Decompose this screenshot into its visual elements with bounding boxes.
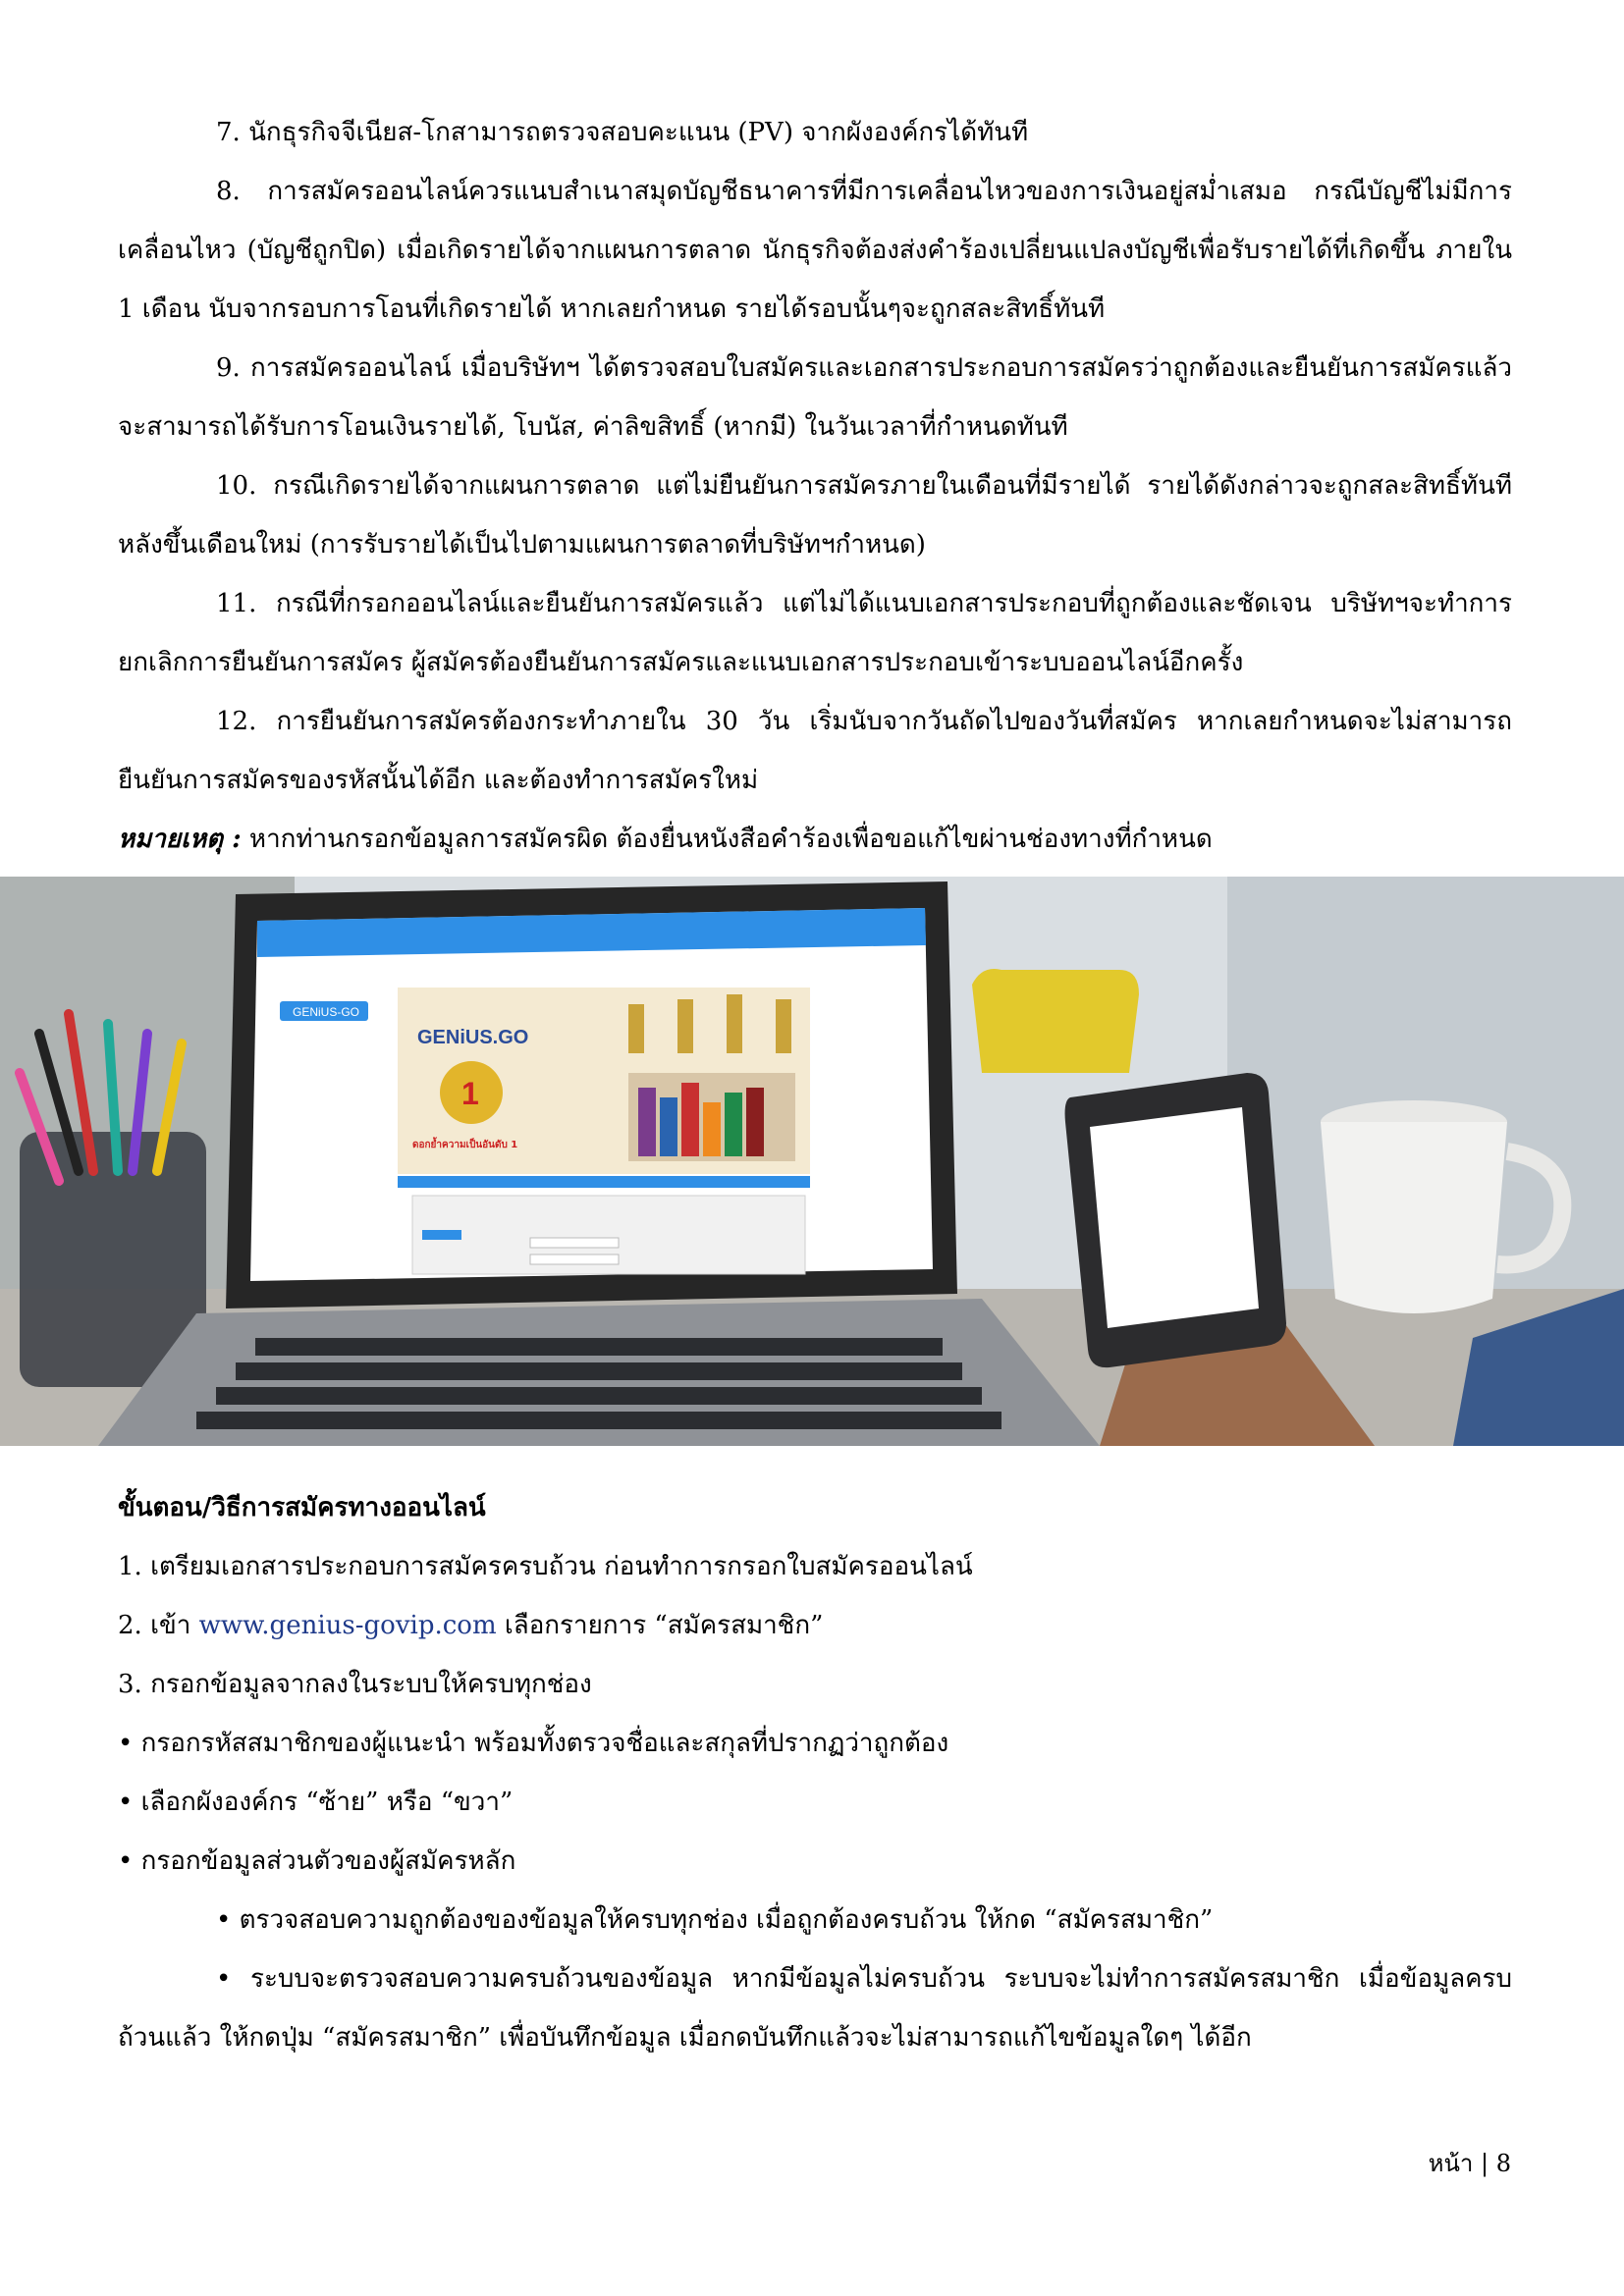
step-2-suffix: เลือกรายการ “สมัครสมาชิก” — [496, 1611, 824, 1640]
banner-caption: ดอกย้ำความเป็นอันดับ 1 — [412, 1140, 518, 1150]
paragraph-9: 9. การสมัครออนไลน์ เมื่อบริษัทฯ ได้ตรวจสอบใบสมัครและเอกสารประกอบการสมัครว่าถูกต้องและยืนยันการสมัครแล้ว จะสามารถได้รับการโอนเงินรายได้, โบนัส, ค่าลิขสิทธิ์ (หากมี) ในวันเวลาที่กำหนดทันที — [118, 353, 1512, 442]
terms-section — [118, 103, 1512, 869]
note — [118, 810, 1512, 869]
yellow-pot — [972, 969, 1139, 1073]
bullet-system-check: • ระบบจะตรวจสอบความครบถ้วนของข้อมูล หากมีข้อมูลไม่ครบถ้วน ระบบจะไม่ทำการสมัครสมาชิก เมื่อข้อมูลครบถ้วนแล้ว ให้กดปุ่ม “สมัครสมาชิก” เพื่อบันทึกข้อมูล เมื่อกดบันทึกแล้วจะไม่สามารถแก้ไขข้อมูลใดๆ ได้อีก — [118, 1964, 1512, 2053]
website-link[interactable]: www.genius-govip.com — [198, 1611, 497, 1640]
laptop-phone-photo — [0, 877, 1624, 1446]
note-label: หมายเหตุ : — [118, 825, 242, 854]
paragraph-8: 8. การสมัครออนไลน์ควรแนบสำเนาสมุดบัญชีธนาคารที่มีการเคลื่อนไหวของการเงินอยู่สม่ำเสมอ กรณีบัญชีไม่มีการเคลื่อนไหว (บัญชีถูกปิด) เมื่อเกิดรายได้จากแผนการตลาด นักธุรกิจต้องส่งคำร้องเปลี่ยนแปลงบัญชีเพื่อรับรายได้ที่เกิดขึ้น ภายใน 1 เดือน นับจากรอบการโอนที่เกิดรายได้ หากเลยกำหนด รายได้รอบนั้นๆจะถูกสละสิทธิ์ทันที — [118, 177, 1512, 324]
bullet-verify: • ตรวจสอบความถูกต้องของข้อมูลให้ครบทุกช่อง เมื่อถูกต้องครบถ้วน ให้กด “สมัครสมาชิก” — [216, 1905, 1214, 1935]
bullet-side: • เลือกผังองค์กร “ซ้าย” หรือ “ขวา” — [118, 1788, 514, 1817]
step-2 — [118, 1596, 1512, 1655]
step-2-prefix: 2. เข้า — [118, 1611, 199, 1640]
coffee-mug — [1321, 1122, 1507, 1313]
online-registration-section — [118, 1478, 1512, 2067]
photo-illustration — [0, 877, 1624, 1446]
banner-logo: GENiUS.GO — [417, 1027, 529, 1048]
badge-number: 1 — [461, 1076, 479, 1111]
step-1: 1. เตรียมเอกสารประกอบการสมัครครบถ้วน ก่อนทำการกรอกใบสมัครออนไลน์ — [118, 1552, 973, 1581]
paragraph-12: 12. การยืนยันการสมัครต้องกระทำภายใน 30 วัน เริ่มนับจากวันถัดไปของวันที่สมัคร หากเลยกำหนดจะไม่สามารถยืนยันการสมัครของรหัสนั้นได้อีก และต้องทำการสมัครใหม่ — [118, 707, 1512, 795]
smartphone-screen — [1090, 1107, 1259, 1328]
paragraph-10: 10. กรณีเกิดรายได้จากแผนการตลาด แต่ไม่ยืนยันการสมัครภายในเดือนที่มีรายได้ รายได้ดังกล่าวจะถูกสละสิทธิ์ทันทีหลังขึ้นเดือนใหม่ (การรับรายได้เป็นไปตามแผนการตลาดที่บริษัทฯกำหนด) — [118, 471, 1512, 560]
online-heading: ขั้นตอน/วิธีการสมัครทางออนไลน์ — [118, 1493, 486, 1522]
bullet-personal-info: • กรอกข้อมูลส่วนตัวของผู้สมัครหลัก — [118, 1846, 516, 1876]
paragraph-11: 11. กรณีที่กรอกออนไลน์และยืนยันการสมัครแล้ว แต่ไม่ได้แนบเอกสารประกอบที่ถูกต้องและชัดเจน บริษัทฯจะทำการยกเลิกการยืนยันการสมัคร ผู้สมัครต้องยืนยันการสมัครและแนบเอกสารประกอบเข้าระบบออนไลน์อีกครั้ง — [118, 589, 1512, 677]
page-number: หน้า | 8 — [1428, 2150, 1511, 2177]
site-logo-text: GENiUS-GO — [293, 1005, 360, 1019]
step-3: 3. กรอกข้อมูลจากลงในระบบให้ครบทุกช่อง — [118, 1670, 592, 1699]
bullet-referrer: • กรอกรหัสสมาชิกของผู้แนะนำ พร้อมทั้งตรวจชื่อและสกุลที่ปรากฏว่าถูกต้อง — [118, 1729, 949, 1758]
note-text: หากท่านกรอกข้อมูลการสมัครผิด ต้องยื่นหนังสือคำร้องเพื่อขอแก้ไขผ่านช่องทางที่กำหนด — [241, 825, 1213, 854]
paragraph-7: 7. นักธุรกิจจีเนียส-โกสามารถตรวจสอบคะแนน (PV) จากผังองค์กรได้ทันที — [216, 118, 1029, 147]
